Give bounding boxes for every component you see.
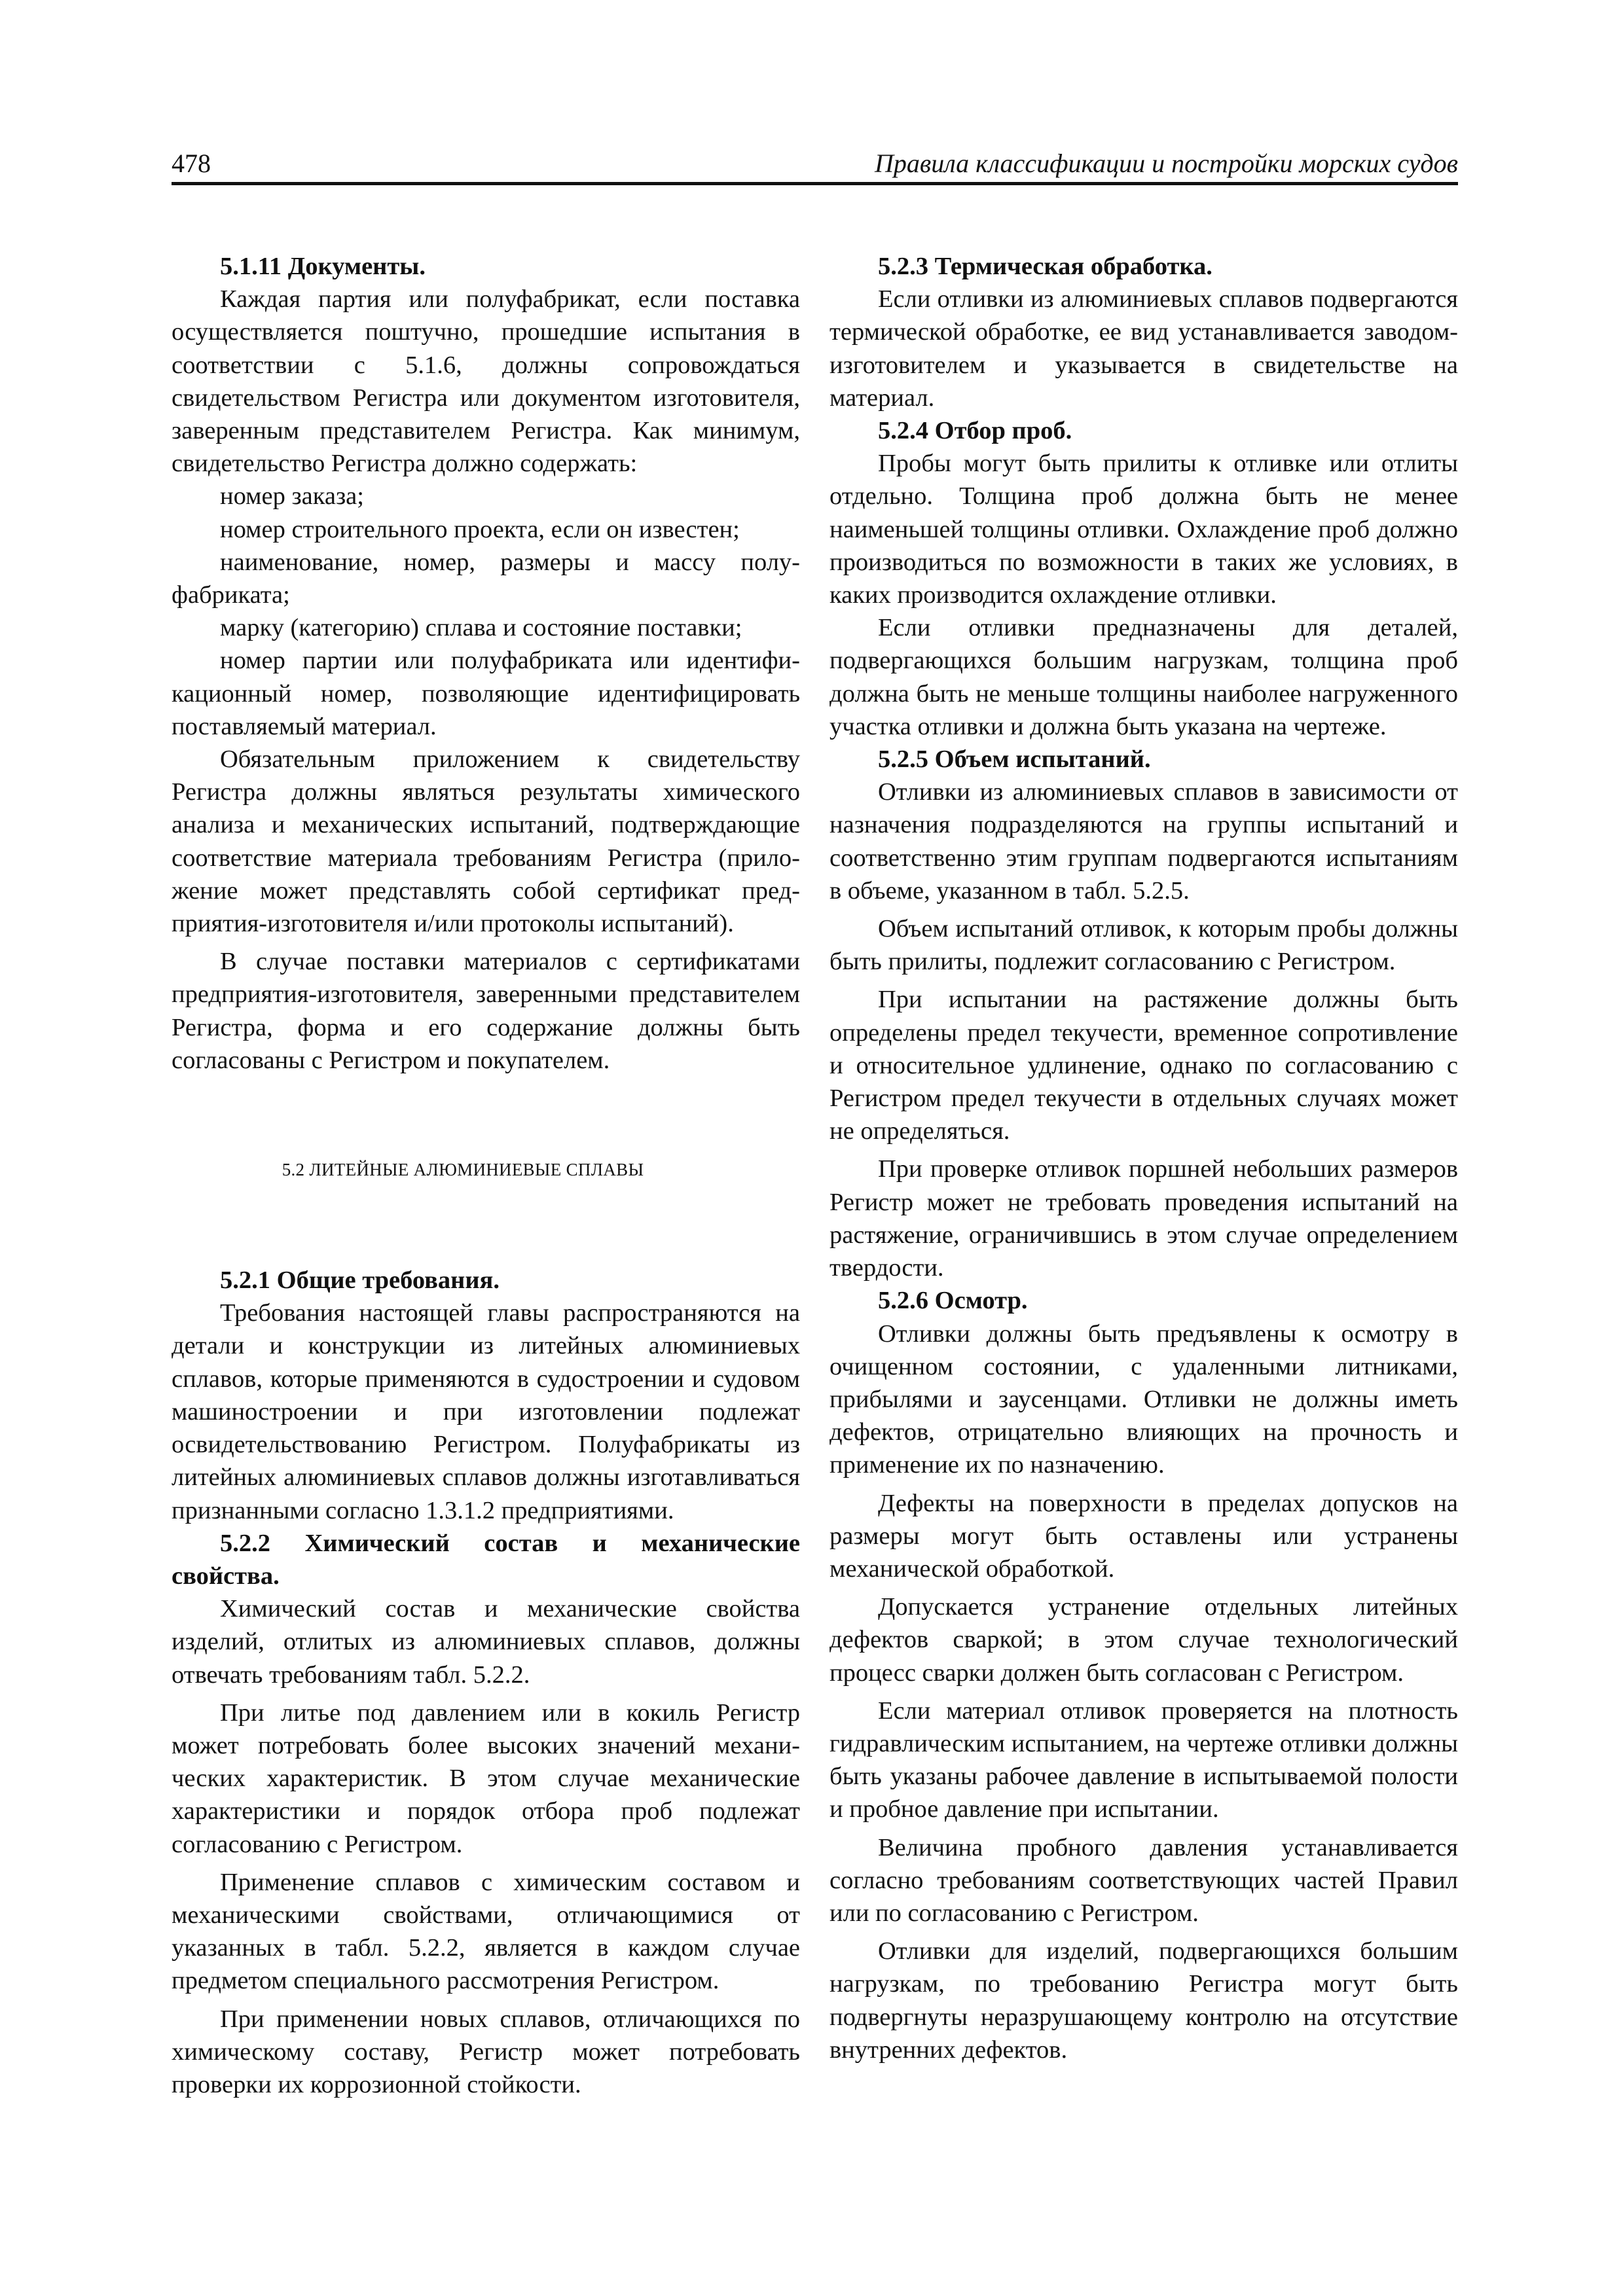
paragraph: Отливки из алюминиевых сплавов в зависимости от назначения подразделяются на группы испытаний и соответственно этим группам подвергаются испытаниям в объеме, указанном в табл. 5.2.5. [830,778,1458,905]
left-column [172,250,800,2101]
heading-5-2-4: 5.2.4 Отбор проб. [878,417,1072,445]
paragraph: Если отливки из алюминиевых сплавов подвергаются термической обработке, ее вид устанавливается заводом-изготовителем и указывается в свидетельстве на материал. [830,285,1458,412]
paragraph: Применение сплавов с химическим составом и механическими свойствами, отличающимися от указанных в табл. 5.2.2, является в каждом случае предметом специального рассмотрения Регистром. [172,1868,800,1995]
right-column [830,250,1458,2066]
paragraph: Химический состав и механические свойства изделий, отлитых из алюминиевых сплавов, должны отвечать требованиям табл. 5.2.2. [172,1595,800,1689]
page-number: 478 [172,149,211,178]
list-item: номер строительного проекта, если он известен; [220,515,740,543]
list-item: наименование, номер, размеры и массу полуфабриката; [172,548,800,609]
paragraph: При проверке отливок поршней небольших размеров Регистр может не требовать проведения испытаний на растяжение, ограничившись в этом случае определением твердости. [830,1155,1458,1282]
section-title: 5.2 ЛИТЕЙНЫЕ АЛЮМИНИЕВЫЕ СПЛАВЫ [282,1160,644,1180]
paragraph: Обязательным приложением к свидетельству Регистра должны являться результаты химического анализа и механических испытаний, подтверждающие соответствие материала требованиям Регистра (приложение может представлять собой сертификат предприятия-изготовителя и/или протоколы испытаний). [172,745,800,938]
paragraph: Если отливки предназначены для деталей, подвергающихся большим нагрузкам, толщина проб должна быть не меньше толщины наиболее нагруженного участка отливки и должна быть указана на чертеже. [830,614,1458,740]
heading-5-2-3: 5.2.3 Термическая обработка. [878,253,1213,280]
page-header [172,145,1458,185]
heading-5-2-1: 5.2.1 Общие требования. [220,1266,500,1295]
paragraph: Каждая партия или полуфабрикат, если поставка осуществляется поштучно, прошедшие испытания в соответствии с 5.1.6, должны сопровождаться свидетельством Регистра или документом изготовителя, заверенным представителем Регистра. Как минимум, свидетельство Регистра должно содержать: [172,285,800,478]
paragraph: Отливки должны быть предъявлены к осмотру в очищенном состоянии, с удаленными литниками, прибылями и заусенцами. Отливки не должны иметь дефектов, отрицательно влияющих на прочность и применение их по назначению. [830,1319,1458,1479]
heading-5-2-6: 5.2.6 Осмотр. [878,1287,1028,1315]
heading-5-2-5: 5.2.5 Объем испытаний. [878,745,1151,774]
heading-5-1-11: 5.1.11 Документы. [220,253,426,280]
list-item: номер заказа; [220,482,364,511]
heading-5-2-2: 5.2.2 Химический состав и механические свойства. [172,1529,800,1590]
paragraph: Отливки для изделий, подвергающихся большим нагрузкам, по требованию Регистра могут быть подвергнуты неразрушающему контролю на отсутствие внутренних дефектов. [830,1937,1458,2064]
paragraph: При применении новых сплавов, отличающихся по химическому составу, Регистр может потребовать проверки их коррозионной стойкости. [172,2005,800,2098]
paragraph: Требования настоящей главы распространяются на детали и конструкции из литейных алюминиевых сплавов, которые применяются в судостроении и судовом машиностроении и при изготовлении подлежат освидетельствованию Регистром. Полуфабрикаты из литейных алюминиевых сплавов должны изготавливаться признанными согласно 1.3.1.2 предприятиями. [172,1299,800,1524]
running-title: Правила классификации и постройки морских судов [874,149,1458,178]
list-item: марку (категорию) сплава и состояние поставки; [220,614,742,642]
paragraph: В случае поставки материалов с сертификатами предприятия-изготовителя, заверенными представителем Регистра, форма и его содержание должны быть согласованы с Регистром и покупателем. [172,948,800,1074]
paragraph: При испытании на растяжение должны быть определены предел текучести, временное сопротивление и относительное удлинение, однако по согласованию с Регистром предел текучести в отдельных случаях может не определяться. [830,986,1458,1145]
paragraph: Если материал отливок проверяется на плотность гидравлическим испытанием, на чертеже отливки должны быть указаны рабочее давление в испытываемой полости и пробное давление при испытании. [830,1696,1458,1823]
paragraph: Пробы могут быть прилиты к отливке или отлиты отдельно. Толщина проб должна быть не менее наименьшей толщины отливки. Охлаждение проб должно производиться по возможности в таких же условиях, в каких производится охлаждение отливки. [830,450,1458,609]
paragraph: Допускается устранение отдельных литейных дефектов сваркой; в этом случае технологический процесс сварки должен быть согласован с Регистром. [830,1593,1458,1687]
paragraph: Объем испытаний отливок, к которым пробы должны быть прилиты, подлежит согласованию с Регистром. [830,915,1458,976]
list-item: номер партии или полуфабриката или идентификационный номер, позволяющие идентифицировать поставляемый материал. [172,647,800,740]
paragraph: Дефекты на поверхности в пределах допусков на размеры могут быть оставлены или устранены механической обработкой. [830,1489,1458,1583]
paragraph: При литье под давлением или в кокиль Регистр может потребовать более высоких значений механических характеристик. В этом случае механические характеристики и порядок отбора проб подлежат согласованию с Регистром. [172,1698,800,1858]
paragraph: Величина пробного давления устанавливается согласно требованиям соответствующих частей Правил или по согласованию с Регистром. [830,1833,1458,1927]
